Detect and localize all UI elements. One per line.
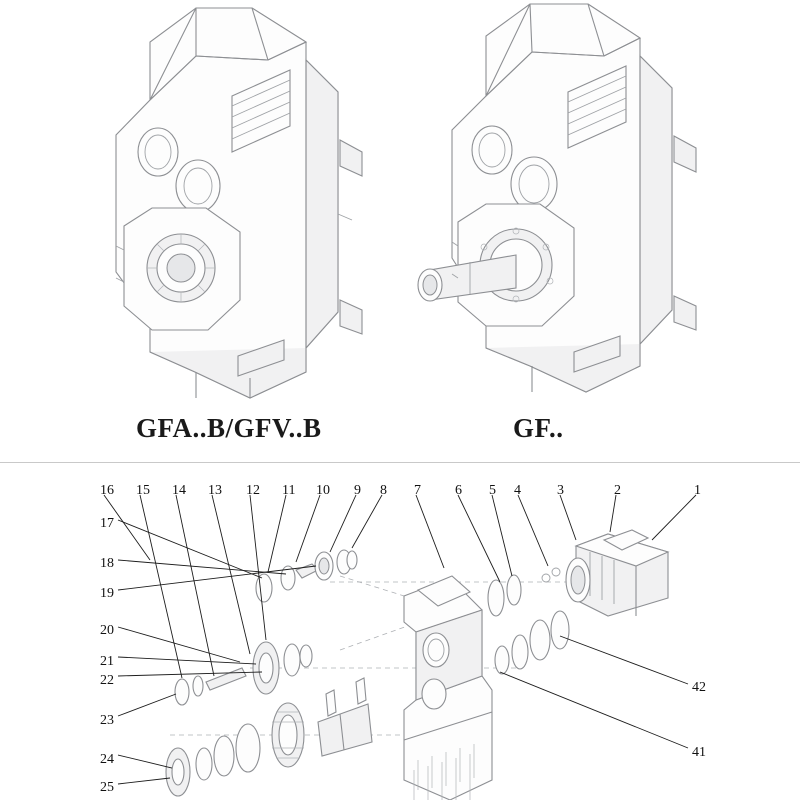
callout-number-20: 20 [100, 623, 114, 638]
callout-number-25: 25 [100, 780, 114, 795]
callout-number-19: 19 [100, 586, 114, 601]
gearbox-view-right-art [418, 4, 696, 392]
callout-number-14: 14 [172, 483, 186, 498]
gearbox-view-left-art [116, 8, 362, 398]
section-divider [0, 462, 800, 463]
callout-number-9: 9 [354, 483, 361, 498]
callout-number-11: 11 [282, 483, 296, 498]
callout-number-10: 10 [316, 483, 330, 498]
callout-number-18: 18 [100, 556, 114, 571]
callout-number-13: 13 [208, 483, 222, 498]
callout-number-21: 21 [100, 654, 114, 669]
callout-number-15: 15 [136, 483, 150, 498]
callout-number-16: 16 [100, 483, 114, 498]
housing-part [404, 576, 492, 800]
callout-number-1: 1 [694, 483, 701, 498]
callout-number-5: 5 [489, 483, 496, 498]
callout-number-22: 22 [100, 673, 114, 688]
callout-number-3: 3 [557, 483, 564, 498]
callout-number-4: 4 [514, 483, 521, 498]
callout-number-23: 23 [100, 713, 114, 728]
caption-right: GF.. [513, 413, 564, 443]
callout-number-8: 8 [380, 483, 387, 498]
callout-number-2: 2 [614, 483, 621, 498]
motor-part [566, 530, 668, 616]
callout-number-41: 41 [692, 745, 706, 760]
callout-number-42: 42 [692, 680, 706, 695]
callout-number-12: 12 [246, 483, 260, 498]
caption-left: GFA..B/GFV..B [136, 413, 322, 443]
callout-number-17: 17 [100, 516, 114, 531]
callout-number-6: 6 [455, 483, 462, 498]
callout-number-7: 7 [414, 483, 421, 498]
callout-number-24: 24 [100, 752, 114, 767]
